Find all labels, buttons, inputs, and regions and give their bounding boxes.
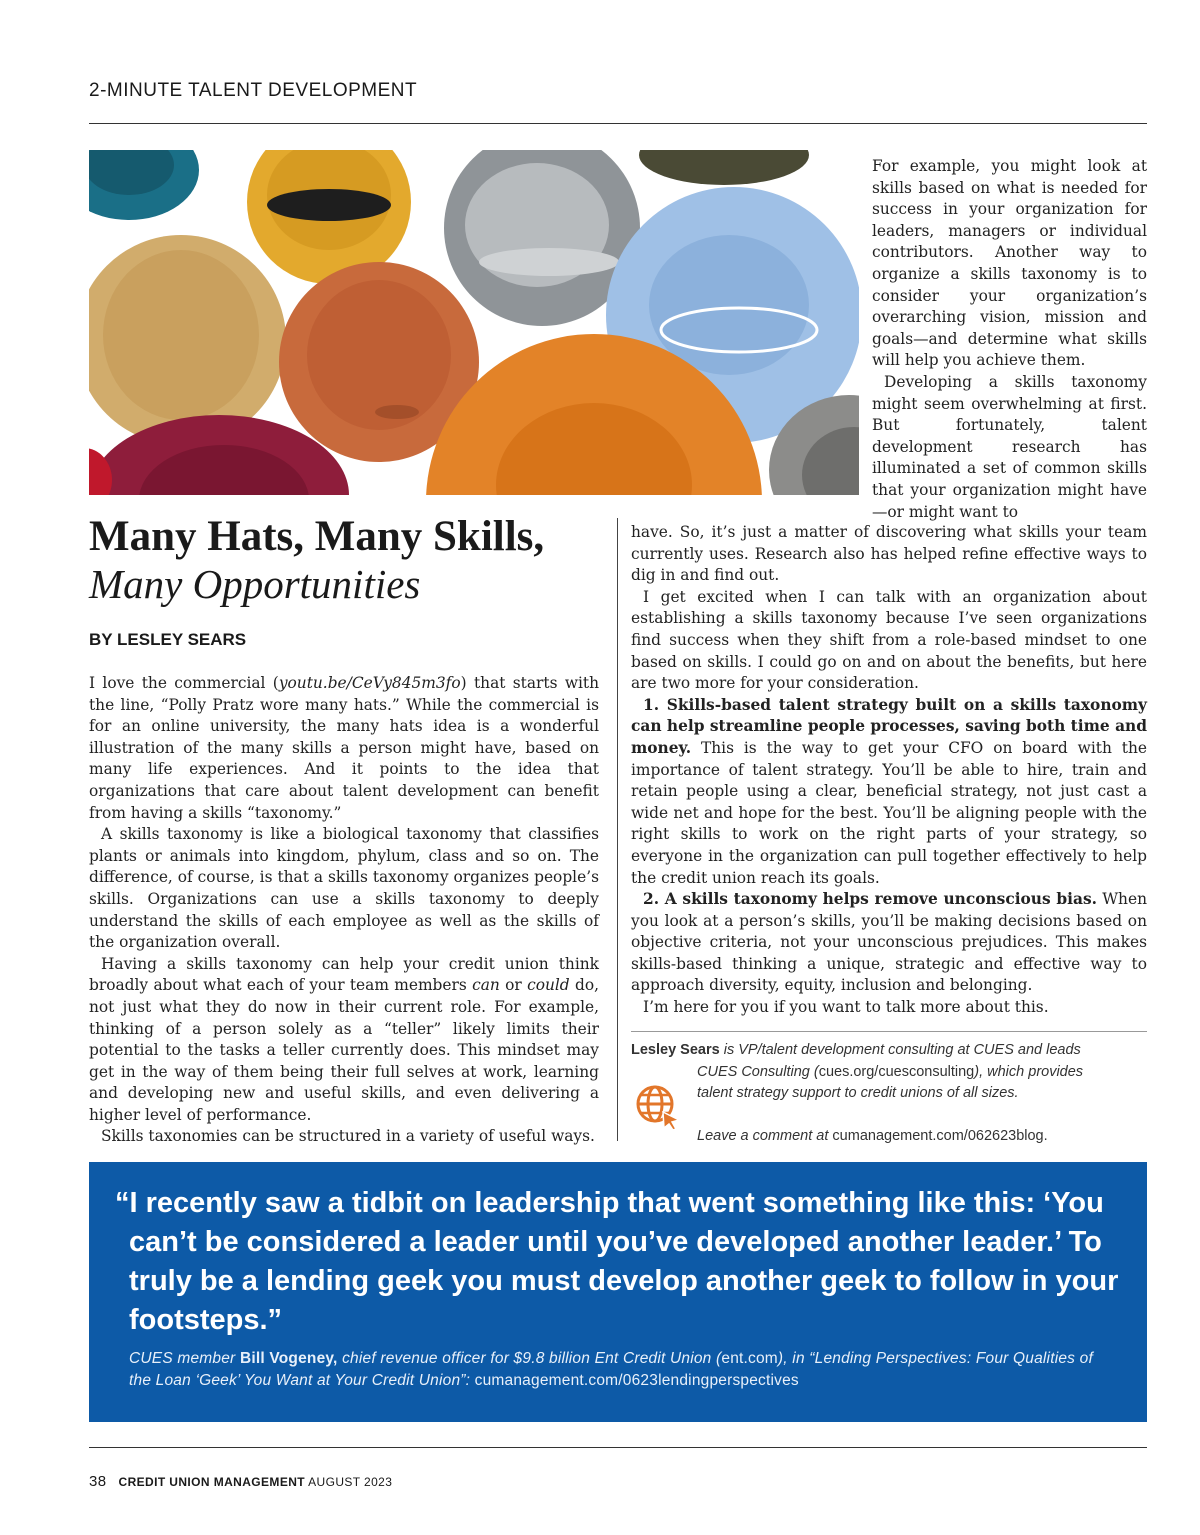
magazine-name: CREDIT UNION MANAGEMENT <box>118 1475 306 1489</box>
pull-quote-box <box>89 1162 1147 1422</box>
title-line-1: Many Hats, Many Skills, <box>89 513 545 560</box>
page-number: 38 <box>89 1473 107 1490</box>
pull-quote-attribution: CUES member Bill Vogeney, chief revenue officer for $9.8 billion Ent Credit Union (ent.com), in “Lending Perspectives: Four Qualities of the Loan ‘Geek’ You Want at Your Credit Union”: cumanagement.com/0623lendingperspectives <box>129 1350 1093 1389</box>
title-line-2: Many Opportunities <box>89 561 421 607</box>
paragraph-5: For example, you might look at skills based on what is needed for success in your organization for leaders, managers or individual contributors. Another way to organize a skills taxonomy is to consider your organization’s overarching vision, mission and goals—and determine what skills will help you achieve them. <box>872 157 1147 370</box>
paragraph-1: I love the commercial (youtu.be/CeVy845m3fo) that starts with the line, “Polly Pratz wore many hats.” While the commercial is for an online university, the many hats idea is a wonderful illustration of the many skills a person might have, based on many life experiences. And it points to the idea that organizations that care about talent development can benefit from having a skills “taxonomy.” <box>89 674 600 822</box>
bio-divider <box>631 1031 1147 1032</box>
column-divider <box>617 518 618 1141</box>
issue-date: AUGUST 2023 <box>308 1475 393 1489</box>
comment-link[interactable]: cumanagement.com/062623blog <box>832 1127 1044 1144</box>
byline: BY LESLEY SEARS <box>89 630 247 649</box>
author-name: Lesley Sears <box>631 1042 720 1058</box>
paragraph-9: 2. A skills taxonomy helps remove unconscious bias. When you look at a person’s skills, you’ll be making decisions based on objective criteria, not your unconscious prejudices. This makes skills-based thinking a unique, strategic and effective way to approach diversity, equity, inclusion and belonging. <box>631 890 1147 995</box>
paragraph-4: Skills taxonomies can be structured in a variety of useful ways. <box>101 1127 595 1146</box>
bottom-divider <box>89 1447 1147 1448</box>
article-title <box>89 513 609 607</box>
paragraph-8: 1. Skills-based talent strategy built on a skills taxonomy can help streamline people processes, saving both time and money. This is the way to get your CFO on board with the importance of talent strategy. You’ll be able to hire, train and retain people using a clear, beneficial strategy, not just cast a wide net and hope for the best. You’ll be aligning people with the right skills to work on the right parts of your strategy, so everyone in the organization can pull together effectively to help the credit union reach its goals. <box>631 695 1147 887</box>
paragraph-2: A skills taxonomy is like a biological taxonomy that classifies plants or animals into kingdom, phylum, class and so on. The difference, of course, is that a skills taxonomy organizes people’s skills. Organizations can use a skills taxonomy to deeply understand the skills of each employee as well as the skills of the organization overall. <box>89 825 599 952</box>
ent-link[interactable]: ent.com <box>721 1350 778 1367</box>
cues-consulting-link[interactable]: cues.org/cuesconsulting <box>818 1063 975 1080</box>
author-bio: Lesley Sears is VP/talent development consulting at CUES and leads CUES Consulting (cues.org/cuesconsulting), which provides talent strategy support to credit unions of all sizes. Leave a comment at cumanagement.com/062623blog. <box>631 1042 1084 1144</box>
article-column-right-bottom <box>631 522 1147 1019</box>
pull-quote-text: “I recently saw a tidbit on leadership that went something like this: ‘You can’t be considered a leader until you’ve developed another leader.’ To truly be a lending geek you must develop another geek to follow in your footsteps.” <box>115 1187 1119 1336</box>
lending-perspectives-link[interactable]: cumanagement.com/0623lendingperspectives <box>474 1372 799 1389</box>
page-footer <box>89 1473 392 1490</box>
commercial-link[interactable]: youtu.be/CeVy845m3fo <box>278 674 461 692</box>
hero-image-hats <box>89 150 859 495</box>
article-column-right-top <box>872 156 1147 523</box>
article-column-left <box>89 673 599 1148</box>
top-divider <box>89 123 1147 124</box>
paragraph-6a: Developing a skills taxonomy might seem overwhelming at first. But fortunately, talent development research has illuminated a set of common skills that your organization might have—or might want to <box>872 372 1147 521</box>
paragraph-3: Having a skills taxonomy can help your credit union think broadly about what each of your team members can or could do, not just what they do now in their current role. For example, thinking of a person solely as a “teller” likely limits their potential to the tasks a teller currently does. This mindset may get in the way of them being their full selves at work, learning and developing new and useful skills, and even delivering a higher level of performance. <box>89 954 599 1124</box>
paragraph-6b: have. So, it’s just a matter of discovering what skills your team currently uses. Research also has helped refine effective ways to dig in and find out. <box>631 523 1147 585</box>
globe-cursor-icon <box>633 1082 683 1136</box>
section-label: 2-MINUTE TALENT DEVELOPMENT <box>89 80 418 101</box>
paragraph-7: I get excited when I can talk with an organization about establishing a skills taxonomy because I’ve seen organizations find success when they shift from a role-based mindset to one based on skills. I could go on and on about the benefits, but here are two more for your consideration. <box>631 587 1147 693</box>
paragraph-10: I’m here for you if you want to talk more about this. <box>643 998 1049 1017</box>
